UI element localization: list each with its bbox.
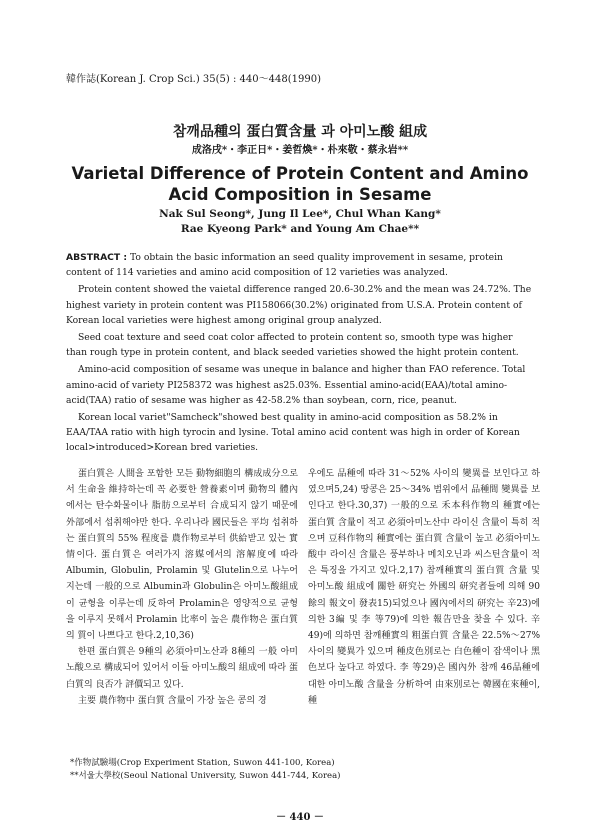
body-left-paragraph-2: 한편 蛋白質은 9種의 必須아미노산과 8種의 一般 아미노酸으로 構成되어 있어서 이들 아미노酸의 組成에 따라 蛋白質의 良否가 評價되고 있다. (66, 647, 298, 690)
abstract-label: ABSTRACT : (66, 252, 128, 263)
journal-citation: 韓作誌(Korean J. Crop Sci.) 35(5) : 440～448(1990) (66, 74, 321, 85)
title-english-line-1: Varietal Difference of Protein Content and Amino (71, 164, 529, 183)
abstract-paragraph-1 (66, 250, 536, 280)
authors-korean: 成洛戌*・李正日*・姜哲煥*・朴來敬・蔡永岩** (191, 145, 409, 156)
authors-english (0, 207, 600, 237)
abstract-text-1: To obtain the basic information an seed quality improvement in sesame, protein content of 114 varieties and amino acid composition of 12 varieties was analyzed. (66, 252, 503, 279)
page-number: － 440 － (276, 812, 324, 823)
abstract (66, 250, 536, 458)
title-korean: 참깨品種의 蛋白質含量 과 아미노酸 組成 (172, 124, 428, 140)
title-english-line-2: Acid Composition in Sesame (168, 185, 432, 204)
body-column-right (308, 466, 540, 709)
body-right-paragraph-1: 우에도 品種에 따라 31～52% 사이의 變異를 보인다고 하였으며5,24) 땅콩은 25～34% 범위에서 品種間 變異를 보인다고 한다.30,37) 一般的으로 禾本科作物의 種實에는 蛋白質 含量이 적고 必須아미노산中 라이신 含量이 특히 적으며 豆科作物의 種實에는 蛋白質 含量이 높고 必須아미노酸中 라이신 含量은 풍부하나 메치오닌과 씨스틴含量이 적은 특징을 가지고 있다.2,17) 참깨種實의 蛋白質 含量 및 아미노酸 組成에 關한 研究는 外國의 研究者들에 의해 90餘의 報文이 發表15)되었으나 國內에서의 研究는 辛23)에 의한 3編 및 李 等79)에 의한 報告만을 찾을 수 있다. 辛49)에 의하면 참깨種實의 粗蛋白質 含量은 22.5%～27% 사이의 變異가 있으며 種皮色別로는 白色種이 잡색이나 黑色보다 높다고 하였다. 李 等29)은 國內外 참깨 46品種에 대한 아미노酸 含量을 分析하여 由來別로는 韓國在來種이, 種 (308, 469, 540, 706)
abstract-paragraph-5: Korean local variet"Samcheck"showed best quality in amino-acid composition as 58.2% in EAA/TAA ratio with high tyrocin and lysine. Total amino acid content was high in order of Korean local>introduced>Korean bred varieties. (66, 412, 520, 454)
body-left-paragraph-3: 主要 農作物中 蛋白質 含量이 가장 높은 콩의 경 (78, 695, 267, 706)
abstract-paragraph-4: Amino-acid composition of sesame was uneque in balance and higher than FAO reference. Total amino-acid of variety PI258372 was highest as25.03%. Essential amino-acid(EAA)/total amino-acid(TAA) ratio of sesame was higher as 42-58.2% than soybean, corn, rice, peanut. (66, 364, 526, 406)
body-left-paragraph-1: 蛋白質은 人間을 포함한 모든 動物細胞의 構成成分으로서 生命을 維持하는데 꼭 必要한 營養素이며 動物의 體內에서는 탄수화물이나 脂肪으로부터 合成되지 않기 때문에 外部에서 섭취해야만 한다. 우리나라 國民들은 平均 섭취하는 蛋白質의 55% 程度를 農作物로부터 供給받고 있는 實情이다. 蛋白質은 여러가지 溶媒에서의 溶解度에 따라 Albumin, Globulin, Prolamin 및 Glutelin으로 나누어지는데 一般的으로 Albumin과 Globulin은 아미노酸組成이 균형을 이루는데 反하여 Prolamin은 영양적으로 균형을 이루지 못해서 Prolamin 比率이 높은 農作物은 蛋白質의 質이 나쁘다고 한다.2,10,36) (66, 469, 298, 642)
footnotes (70, 757, 340, 783)
footnote-1: *作物試驗場(Crop Experiment Station, Suwon 441-100, Korea) (70, 758, 335, 768)
title-english (0, 163, 600, 205)
abstract-paragraph-3: Seed coat texture and seed coat color affected to protein content so, smooth type was higher than rough type in protein content, and black seeded varieties showed the hight protein content. (66, 332, 519, 359)
body-column-left (66, 466, 298, 709)
footnote-2: **서울大學校(Seoul National University, Suwon 441-744, Korea) (70, 771, 341, 781)
authors-english-line-2: Rae Kyeong Park* and Young Am Chae** (180, 223, 420, 235)
authors-english-line-1: Nak Sul Seong*, Jung Il Lee*, Chul Whan Kang* (159, 208, 441, 220)
abstract-paragraph-2: Protein content showed the vaietal difference ranged 20.6-30.2% and the mean was 24.72%. The highest variety in protein content was PI158066(30.2%) originated from U.S.A. Protein content of Korean local varieties were highest among original group analyzed. (66, 284, 532, 326)
